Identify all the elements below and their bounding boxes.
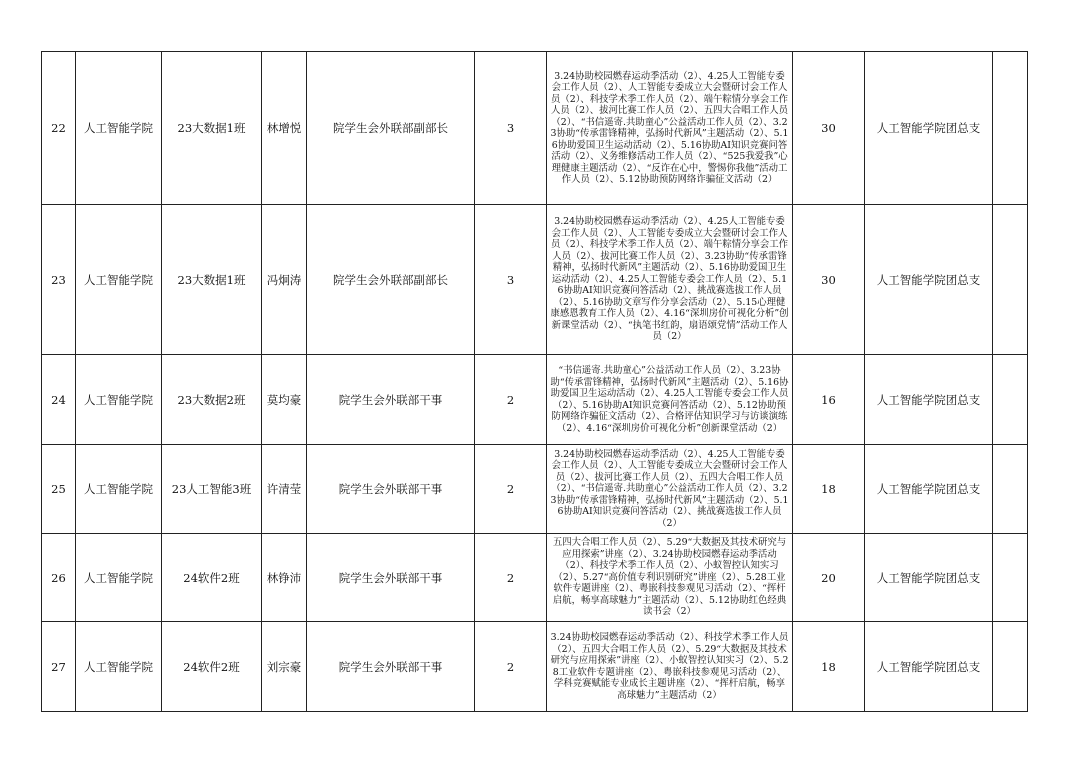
count-cell: 2 (475, 355, 547, 445)
volunteer-hours-table (41, 51, 1028, 712)
position-cell: 院学生会外联部干事 (307, 445, 475, 534)
remark-cell (993, 355, 1028, 445)
class-cell: 23人工智能3班 (162, 445, 262, 534)
score-cell: 18 (793, 622, 865, 712)
count-cell: 3 (475, 205, 547, 355)
activities-cell: 五四大合唱工作人员（2）、5.29“大数据及其技术研究与应用探索”讲座（2）、3.24协助校园燃春运动季活动（2）、科技学术季工作人员（2）、小蚁智控认知实习（2）、5.27“高价值专利识别研究”讲座（2）、5.28工业软件专题讲座（2）、粤嵌科技参观见习活动（2）、“挥杆启航，畅享高球魅力”主题活动（2）、5.12协助红色经典读书会（2） (547, 534, 793, 622)
unit-cell: 人工智能学院团总支 (865, 205, 993, 355)
table-row (42, 445, 1028, 534)
score-cell: 30 (793, 205, 865, 355)
activities-cell: 3.24协助校园燃春运动季活动（2）、4.25人工智能专委会工作人员（2）、人工智能专委成立大会暨研讨会工作人员（2）、科技学术季工作人员（2）、端午粽情分享会工作人员（2）、拔河比赛工作人员（2）、五四大合唱工作人员（2）、“书信遥寄.共助童心”公益活动工作人员（2）、3.23协助“传承雷锋精神，弘扬时代新风”主题活动（2）、5.16协助爱国卫生运动活动（2）、5.16协助AI知识竞赛问答活动（2）、义务维修活动工作人员（2）、“525我爱我”心理健康主题活动（2）、“反诈在心中，警惕你我他”活动工作人员（2）、5.12协助预防网络诈骗征文活动（2） (547, 52, 793, 205)
row-index: 26 (42, 534, 76, 622)
student-name-cell: 刘宗豪 (262, 622, 307, 712)
college-cell: 人工智能学院 (76, 205, 162, 355)
count-cell: 3 (475, 52, 547, 205)
score-cell: 18 (793, 445, 865, 534)
student-name-cell: 林铮沛 (262, 534, 307, 622)
activities-cell: “书信遥寄.共助童心”公益活动工作人员（2）、3.23协助“传承雷锋精神，弘扬时代新风”主题活动（2）、5.16协助爱国卫生运动活动（2）、4.25人工智能专委会工作人员（2）、5.16协助AI知识竞赛问答活动（2）、5.12协助预防网络诈骗征文活动（2）、合格评估知识学习与访谈演练（2）、4.16“深圳房价可视化分析”创新课堂活动（2） (547, 355, 793, 445)
table-row (42, 622, 1028, 712)
college-cell: 人工智能学院 (76, 445, 162, 534)
row-index: 25 (42, 445, 76, 534)
count-cell: 2 (475, 534, 547, 622)
class-cell: 24软件2班 (162, 622, 262, 712)
row-index: 27 (42, 622, 76, 712)
college-cell: 人工智能学院 (76, 622, 162, 712)
count-cell: 2 (475, 622, 547, 712)
remark-cell (993, 52, 1028, 205)
table-row (42, 534, 1028, 622)
activities-cell: 3.24协助校园燃春运动季活动（2）、科技学术季工作人员（2）、五四大合唱工作人员（2）、5.29“大数据及其技术研究与应用探索”讲座（2）、小蚁智控认知实习（2）、5.28工业软件专题讲座（2）、粤嵌科技参观见习活动（2）、学科竞赛赋能专业成长主题讲座（2）、“挥杆启航，畅享高球魅力”主题活动（2） (547, 622, 793, 712)
score-cell: 20 (793, 534, 865, 622)
remark-cell (993, 205, 1028, 355)
remark-cell (993, 534, 1028, 622)
activities-cell: 3.24协助校园燃春运动季活动（2）、4.25人工智能专委会工作人员（2）、人工智能专委成立大会暨研讨会工作人员（2）、拔河比赛工作人员（2）、五四大合唱工作人员（2）、“书信遥寄.共助童心”公益活动工作人员（2）、3.23协助“传承雷锋精神，弘扬时代新风”主题活动（2）、5.16协助AI知识竞赛问答活动（2）、挑战赛选拔工作人员（2） (547, 445, 793, 534)
remark-cell (993, 622, 1028, 712)
position-cell: 院学生会外联部干事 (307, 622, 475, 712)
row-index: 24 (42, 355, 76, 445)
student-name-cell: 林增悦 (262, 52, 307, 205)
score-cell: 30 (793, 52, 865, 205)
unit-cell: 人工智能学院团总支 (865, 52, 993, 205)
activities-cell: 3.24协助校园燃春运动季活动（2）、4.25人工智能专委会工作人员（2）、人工智能专委成立大会暨研讨会工作人员（2）、科技学术季工作人员（2）、端午粽情分享会工作人员（2）、拔河比赛工作人员（2）、3.23协助“传承雷锋精神，弘扬时代新风”主题活动（2）、5.16协助爱国卫生运动活动（2）、4.25人工智能专委会工作人员（2）、5.16协助AI知识竞赛问答活动（2）、挑战赛选拔工作人员（2）、5.16协助文章写作分享会活动（2）、5.15心理健康感恩教育工作人员（2）、4.16“深圳房价可视化分析”创新课堂活动（2）、“执笔书红韵，扇语颂党情”活动工作人员（2） (547, 205, 793, 355)
unit-cell: 人工智能学院团总支 (865, 534, 993, 622)
unit-cell: 人工智能学院团总支 (865, 445, 993, 534)
row-index: 23 (42, 205, 76, 355)
position-cell: 院学生会外联部干事 (307, 355, 475, 445)
class-cell: 23大数据2班 (162, 355, 262, 445)
unit-cell: 人工智能学院团总支 (865, 355, 993, 445)
student-name-cell: 许清莹 (262, 445, 307, 534)
student-name-cell: 莫均豪 (262, 355, 307, 445)
table-row (42, 355, 1028, 445)
count-cell: 2 (475, 445, 547, 534)
student-name-cell: 冯炯涛 (262, 205, 307, 355)
college-cell: 人工智能学院 (76, 52, 162, 205)
position-cell: 院学生会外联部干事 (307, 534, 475, 622)
unit-cell: 人工智能学院团总支 (865, 622, 993, 712)
position-cell: 院学生会外联部副部长 (307, 205, 475, 355)
row-index: 22 (42, 52, 76, 205)
college-cell: 人工智能学院 (76, 355, 162, 445)
table-row (42, 205, 1028, 355)
position-cell: 院学生会外联部副部长 (307, 52, 475, 205)
college-cell: 人工智能学院 (76, 534, 162, 622)
class-cell: 23大数据1班 (162, 205, 262, 355)
table-row (42, 52, 1028, 205)
class-cell: 24软件2班 (162, 534, 262, 622)
remark-cell (993, 445, 1028, 534)
score-cell: 16 (793, 355, 865, 445)
class-cell: 23大数据1班 (162, 52, 262, 205)
